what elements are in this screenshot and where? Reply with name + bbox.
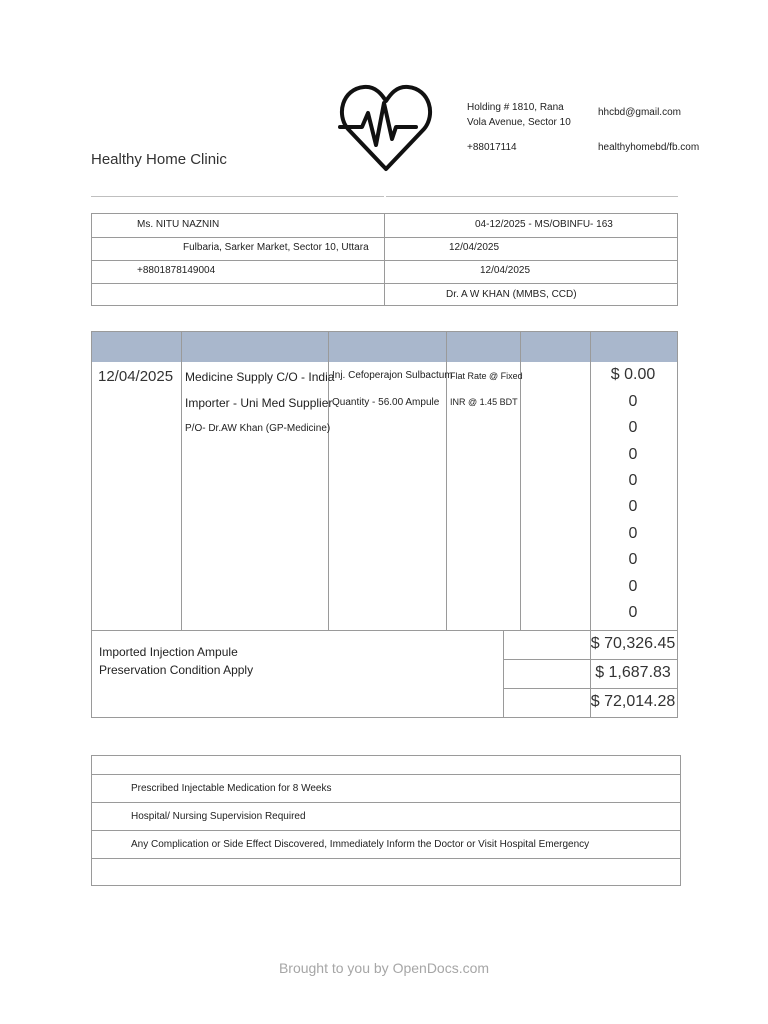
header-divider-left [91,196,384,197]
summary-note [99,643,253,679]
item-description-line: Importer - Uni Med Supplier [185,396,333,410]
clinic-address-line1: Holding # 1810, Rana [467,102,564,113]
column-divider [384,214,385,305]
footer-credit: Brought to you by OpenDocs.com [278,960,490,976]
clinic-email: hhcbd@gmail.com [598,107,681,118]
amount-cell: 0 [628,419,638,436]
notes-row-divider [92,802,680,803]
amount-cell: 0 [628,604,638,621]
amount-cell: 0 [628,578,638,595]
invoice-number: 04-12/2025 - MS/OBINFU- 163 [475,219,613,230]
amount-cell: 0 [628,393,638,410]
amount-cell: 0 [628,446,638,463]
notes-row-divider [92,830,680,831]
summary-column-divider [503,630,504,717]
summary-note-line: Imported Injection Ampule [99,645,238,659]
notes-box [91,755,681,886]
item-description-line: P/O- Dr.AW Khan (GP-Medicine) [185,423,331,434]
note-item: Hospital/ Nursing Supervision Required [131,811,306,822]
column-divider [181,332,182,630]
note-item: Prescribed Injectable Medication for 8 Weeks [131,783,332,794]
clinic-phone: +88017114 [467,142,517,153]
clinic-address [467,100,571,130]
clinic-address-line2: Vola Avenue, Sector 10 [467,117,571,128]
summary-row-divider [503,688,678,689]
summary-note-line: Preservation Condition Apply [99,663,254,677]
invoice-date: 12/04/2025 [449,242,500,253]
amount-cell: $ 0.00 [610,366,656,383]
subtotal-value: $ 70,326.45 [590,635,676,652]
header-divider-right [386,196,678,197]
tax-value: $ 1,687.83 [595,664,671,681]
patient-name: Ms. NITU NAZNIN [137,219,220,230]
amount-cell: 0 [628,472,638,489]
item-rate-line: Flat Rate @ Fixed [450,371,523,381]
patient-address: Fulbaria, Sarker Market, Sector 10, Uttara [183,242,369,253]
clinic-name: Healthy Home Clinic [91,151,227,168]
patient-phone: +8801878149004 [137,265,216,276]
summary-row-divider [503,659,678,660]
doctor-name: Dr. A W KHAN (MMBS, CCD) [446,289,577,300]
item-rate-line: INR @ 1.45 BDT [450,397,518,407]
note-item: Any Complication or Side Effect Discovered, Immediately Inform the Doctor or Visit Hospital Emergency [131,839,590,850]
amount-cell: 0 [628,551,638,568]
notes-row-divider [92,858,680,859]
notes-row-divider [92,774,680,775]
due-date: 12/04/2025 [480,265,531,276]
total-value: $ 72,014.28 [590,693,676,710]
heart-pulse-icon [338,83,434,175]
item-product-line: Quantity - 56.00 Ampule [332,397,440,408]
clinic-facebook: healthyhomebd/fb.com [598,142,700,153]
item-date: 12/04/2025 [98,368,174,385]
amount-cell: 0 [628,525,638,542]
amount-cell: 0 [628,498,638,515]
patient-info-box [91,213,678,306]
item-product-line: Inj. Cefoperajon Sulbactum [332,370,453,381]
item-description-line: Medicine Supply C/O - India [185,370,335,384]
